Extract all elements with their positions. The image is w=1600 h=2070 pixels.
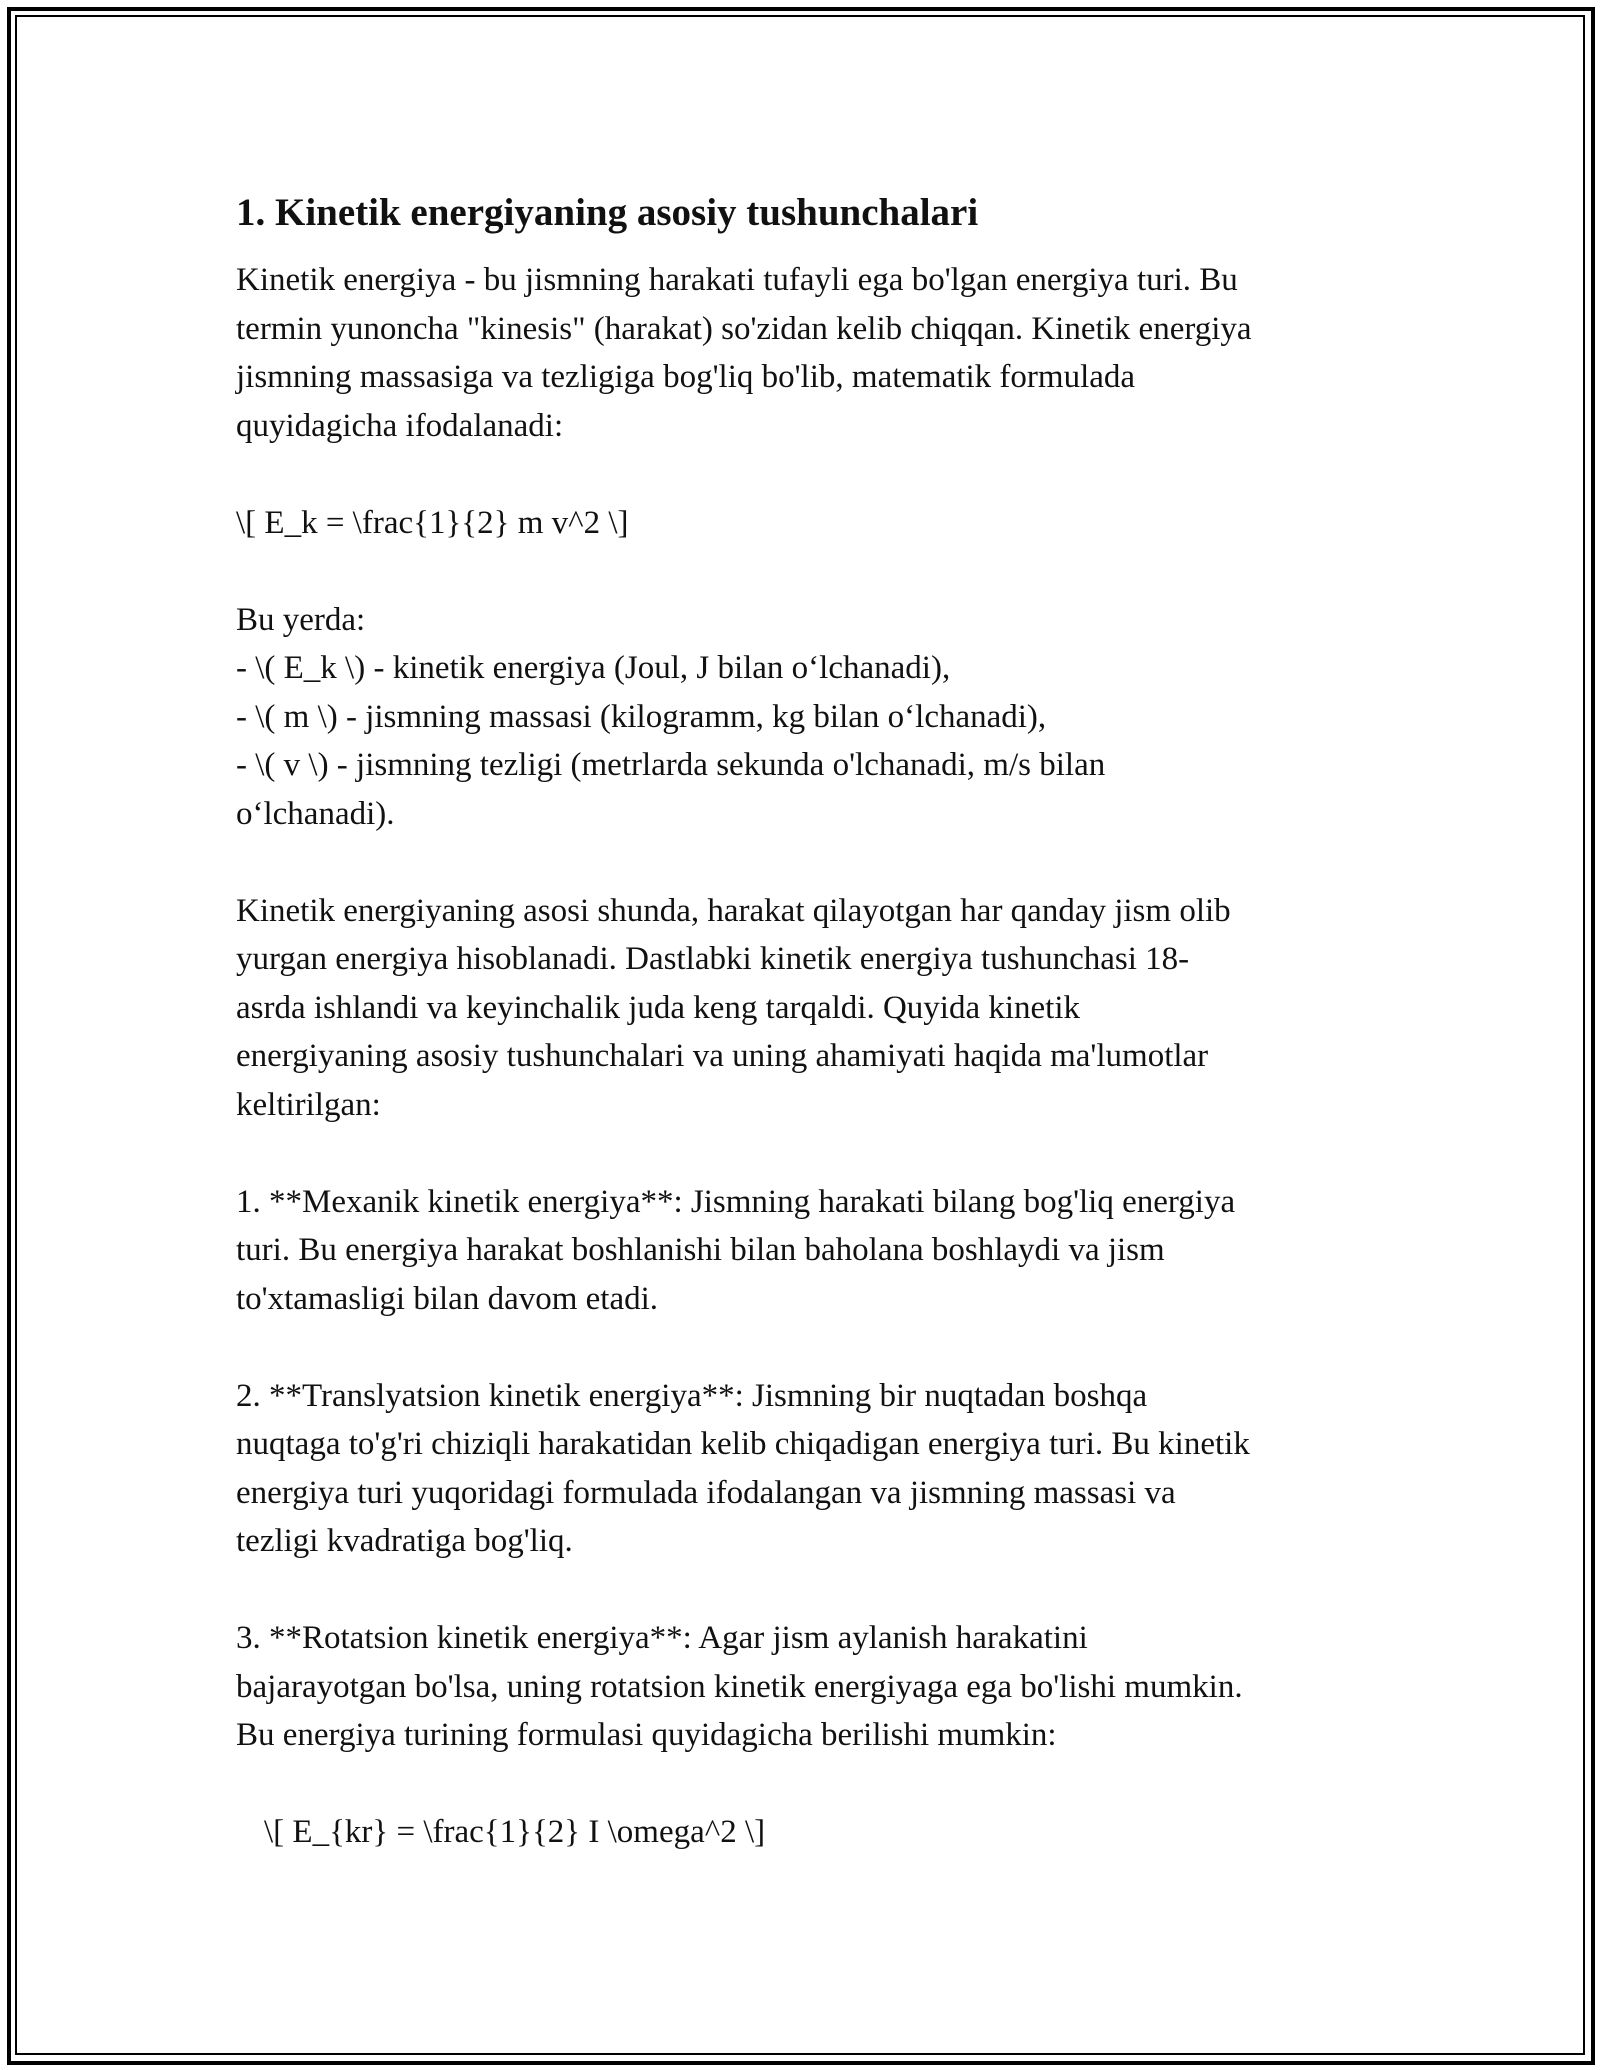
- text-line: tezligi kvadratiga bog'liq.: [236, 1523, 573, 1559]
- text-line: asrda ishlandi va keyinchalik juda keng tarqaldi. Quyida kinetik: [236, 989, 1081, 1026]
- text-line: bajarayotgan bo'lsa, uning rotatsion kinetik energiyaga ega bo'lishi mumkin.: [236, 1668, 1243, 1705]
- definition-item: o‘lchanadi).: [236, 795, 395, 832]
- basis-paragraph: [236, 887, 1366, 1130]
- text-line: quyidagicha ifodalanadi:: [236, 407, 564, 444]
- formula-rotational-energy: \[ E_{kr} = \frac{1}{2} I \omega^2 \]: [264, 1814, 766, 1850]
- text-line: Kinetik energiyaning asosi shunda, harakat qilayotgan har qanday jism olib: [236, 892, 1231, 929]
- point-translational: [236, 1372, 1366, 1566]
- definition-item: - \( v \) - jismning tezligi (metrlarda sekunda o'lchanadi, m/s bilan: [236, 747, 1106, 783]
- text-line: 1. **Mexanik kinetik energiya**: Jismning harakati bilang bog'liq energiya: [236, 1183, 1236, 1220]
- variable-definitions: [236, 596, 1366, 839]
- intro-paragraph: [236, 256, 1366, 450]
- point-rotational: [236, 1614, 1366, 1760]
- definition-item: - \( m \) - jismning massasi (kilogramm, kg bilan o‘lchanadi),: [236, 698, 1047, 735]
- text-line: 3. **Rotatsion kinetik energiya**: Agar jism aylanish harakatini: [236, 1620, 1088, 1656]
- definitions-label: Bu yerda:: [236, 601, 366, 638]
- point-mechanical: [236, 1178, 1366, 1324]
- text-line: yurgan energiya hisoblanadi. Dastlabki kinetik energiya tushunchasi 18-: [236, 941, 1190, 977]
- text-line: Bu energiya turining formulasi quyidagicha berilishi mumkin:: [236, 1717, 1057, 1753]
- text-line: energiya turi yuqoridagi formulada ifodalangan va jismning massasi va: [236, 1474, 1176, 1511]
- text-line: energiyaning asosiy tushunchalari va uning ahamiyati haqida ma'lumotlar: [236, 1038, 1209, 1074]
- text-line: Kinetik energiya - bu jismning harakati tufayli ega bo'lgan energiya turi. Bu: [236, 262, 1238, 298]
- text-line: to'xtamasligi bilan davom etadi.: [236, 1280, 659, 1317]
- section-heading: 1. Kinetik energiyaning asosiy tushunchalari: [236, 191, 979, 234]
- text-line: turi. Bu energiya harakat boshlanishi bilan baholana boshlaydi va jism: [236, 1232, 1165, 1268]
- text-line: nuqtaga to'g'ri chiziqli harakatidan kelib chiqadigan energiya turi. Bu kinetik: [236, 1426, 1250, 1462]
- document-body: [236, 185, 1366, 1857]
- formula-kinetic-energy: \[ E_k = \frac{1}{2} m v^2 \]: [236, 504, 629, 541]
- text-line: 2. **Translyatsion kinetik energiya**: Jismning bir nuqtadan boshqa: [236, 1377, 1148, 1414]
- definition-item: - \( E_k \) - kinetik energiya (Joul, J bilan o‘lchanadi),: [236, 650, 951, 686]
- text-line: termin yunoncha "kinesis" (harakat) so'zidan kelib chiqqan. Kinetik energiya: [236, 310, 1252, 347]
- text-line: jismning massasiga va tezligiga bog'liq bo'lib, matematik formulada: [236, 359, 1136, 395]
- text-line: keltirilgan:: [236, 1086, 381, 1123]
